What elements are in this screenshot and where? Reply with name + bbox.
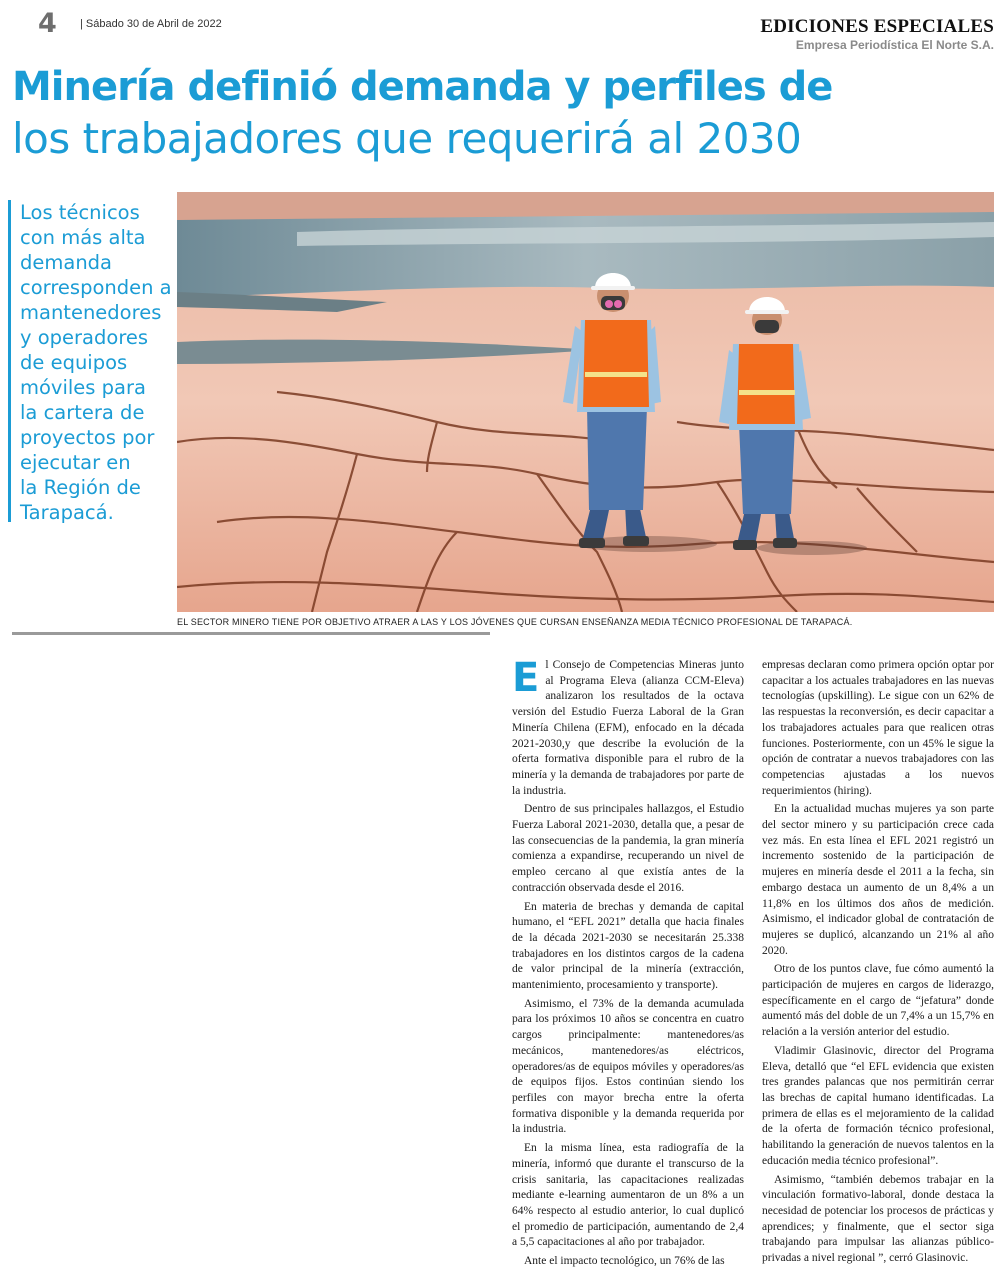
article-paragraph: En materia de brechas y demanda de capital humano, el “EFL 2021” detalla que hacia finales de la década 2021-2030 se necesitarán 25.338 trabajadores en los distintos cargos de la cadena de valor principal de la minería (extracción, mantenimiento, procesamiento y transporte).: [512, 900, 744, 992]
pull-quote-line: con más alta: [20, 226, 146, 249]
pull-quote-line: mantenedores: [20, 301, 162, 324]
pull-quote: [20, 200, 170, 525]
pull-quote-line: ejecutar en: [20, 451, 131, 474]
publisher-name: Empresa Periodística El Norte S.A.: [795, 38, 994, 52]
headline-bold: Minería definió demanda y perfiles de: [12, 64, 833, 110]
pull-quote-line: demanda: [20, 251, 113, 274]
pull-quote-line: móviles para: [20, 376, 146, 399]
section-divider: [12, 632, 490, 635]
issue-date: | Sábado 30 de Abril de 2022: [80, 18, 222, 30]
pull-quote-line: y operadores: [20, 326, 149, 349]
section-title: EDICIONES ESPECIALES: [760, 16, 994, 37]
article-paragraph: En la misma línea, esta radiografía de la minería, informó que durante el transcurso de la crisis sanitaria, las capacitaciones realizadas mediante e-learning aumentaron de un 8% a un 64% respecto al estudio anterior, lo cual duplicó el promedio de participación, aumentando de 2,4 a 5,5 capacitaciones al año por trabajador.: [512, 1142, 744, 1249]
pull-quote-line: Tarapacá.: [20, 501, 114, 524]
article-paragraph: empresas declaran como primera opción optar por capacitar a los actuales trabajadores en las nuevas tecnologías (upskilling). Le sigue con un 62% de las respuestas la reconversión, es decir capacitar a los trabajadores actuales para que realicen otras funciones. Posteriormente, con un 45% le sigue la opción de contratar a nuevos trabajadores con las competencias ajustadas a los nuevos requerimientos (hiring).: [762, 659, 994, 797]
page-number: 4: [38, 8, 57, 39]
paragraph-text: l Consejo de Competencias Mineras junto al Programa Eleva (alianza CCM-Eleva) analizaron los resultados de la octava versión del Estudio Fuerza Laboral de la Gran Minería Chilena (EFM), enfocado en la década 2021-2030,y que describe la evolución de la oferta formativa disponible para el rubro de la minería y la demanda de trabajadores por parte de la industria.: [512, 659, 744, 797]
article-paragraph: [512, 655, 744, 799]
pull-quote-line: corresponden a: [20, 276, 172, 299]
article-paragraph: En la actualidad muchas mujeres ya son parte del sector minero y su participación crece cada vez más. En esta línea el EFL 2021 registró un incremento sostenido de la participación de mujeres en minería desde el 2011 a la fecha, sin embargo destaca un aumento de un 8,4% a un 11,8% en los últimos dos años de medición. Asimismo, el indicador global de contratación de mujeres se duplicó, alcanzando un 21% al año 2020.: [762, 803, 994, 957]
article-paragraph: Otro de los puntos clave, fue cómo aumentó la participación de mujeres en cargos de liderazgo, específicamente en el cargo de “jefatura” donde aumentó más del doble de un 7,4% a un 15,7% en relación a la versión anterior del estudio.: [762, 963, 994, 1039]
article-paragraph: Ante el impacto tecnológico, un 76% de las: [524, 1255, 725, 1268]
pull-quote-line: proyectos por: [20, 426, 155, 449]
article-paragraph: Vladimir Glasinovic, director del Programa Eleva, detalló que “el EFL evidencia que existen tres grandes palancas que nos permitirán cerrar las brechas de capital humano identificadas. La primera de ellas es el mejoramiento de la calidad de la oferta de formación técnico profesional, habilitando la generación de nuevos talentos en la educación media técnico profesional”.: [762, 1044, 994, 1167]
headline-light: los trabajadores que requerirá al 2030: [12, 114, 802, 163]
article-paragraph: Asimismo, el 73% de la demanda acumulada para los próximos 10 años se concentra en cuatro cargos principalmente: mantenedores/as mecánicos, mantenedores/as eléctricos, operadores/as de equipos móviles y operadores/as de equipos fijos. Estos continúan siendo los perfiles con mayor brecha entre la oferta formativa disponible y la demanda requerida por la industria.: [512, 997, 744, 1136]
drop-cap: E: [512, 655, 540, 701]
pull-quote-line: la Región de: [20, 476, 141, 499]
article-paragraph: Asimismo, “también debemos trabajar en la vinculación formativo-laboral, donde destaca la necesidad de potenciar los procesos de prácticas y aprendices; y finalmente, que el sector siga trabajando para impulsar las alianzas público-privadas a nivel regional ”, cerró Glasinovic.: [762, 1173, 994, 1265]
pull-quote-line: Los técnicos: [20, 201, 140, 224]
article-column-1: [512, 655, 744, 1273]
pull-quote-line: de equipos: [20, 351, 128, 374]
pull-quote-bar: [8, 200, 11, 522]
article-paragraph: Dentro de sus principales hallazgos, el Estudio Fuerza Laboral 2021-2030, detalla que, a pesar de las consecuencias de la pandemia, la gran minería comienza a expandirse, recuperando un nivel de empleo cercano al que existía antes de la contracción observada desde el 2016.: [512, 803, 744, 894]
photo-caption: EL SECTOR MINERO TIENE POR OBJETIVO ATRAER A LAS Y LOS JÓVENES QUE CURSAN ENSEÑANZA MEDIA TÉCNICO PROFESIONAL DE TARAPACÁ.: [177, 617, 853, 627]
pull-quote-line: la cartera de: [20, 401, 145, 424]
article-column-2: [762, 658, 994, 1270]
article-photo: [177, 192, 994, 612]
